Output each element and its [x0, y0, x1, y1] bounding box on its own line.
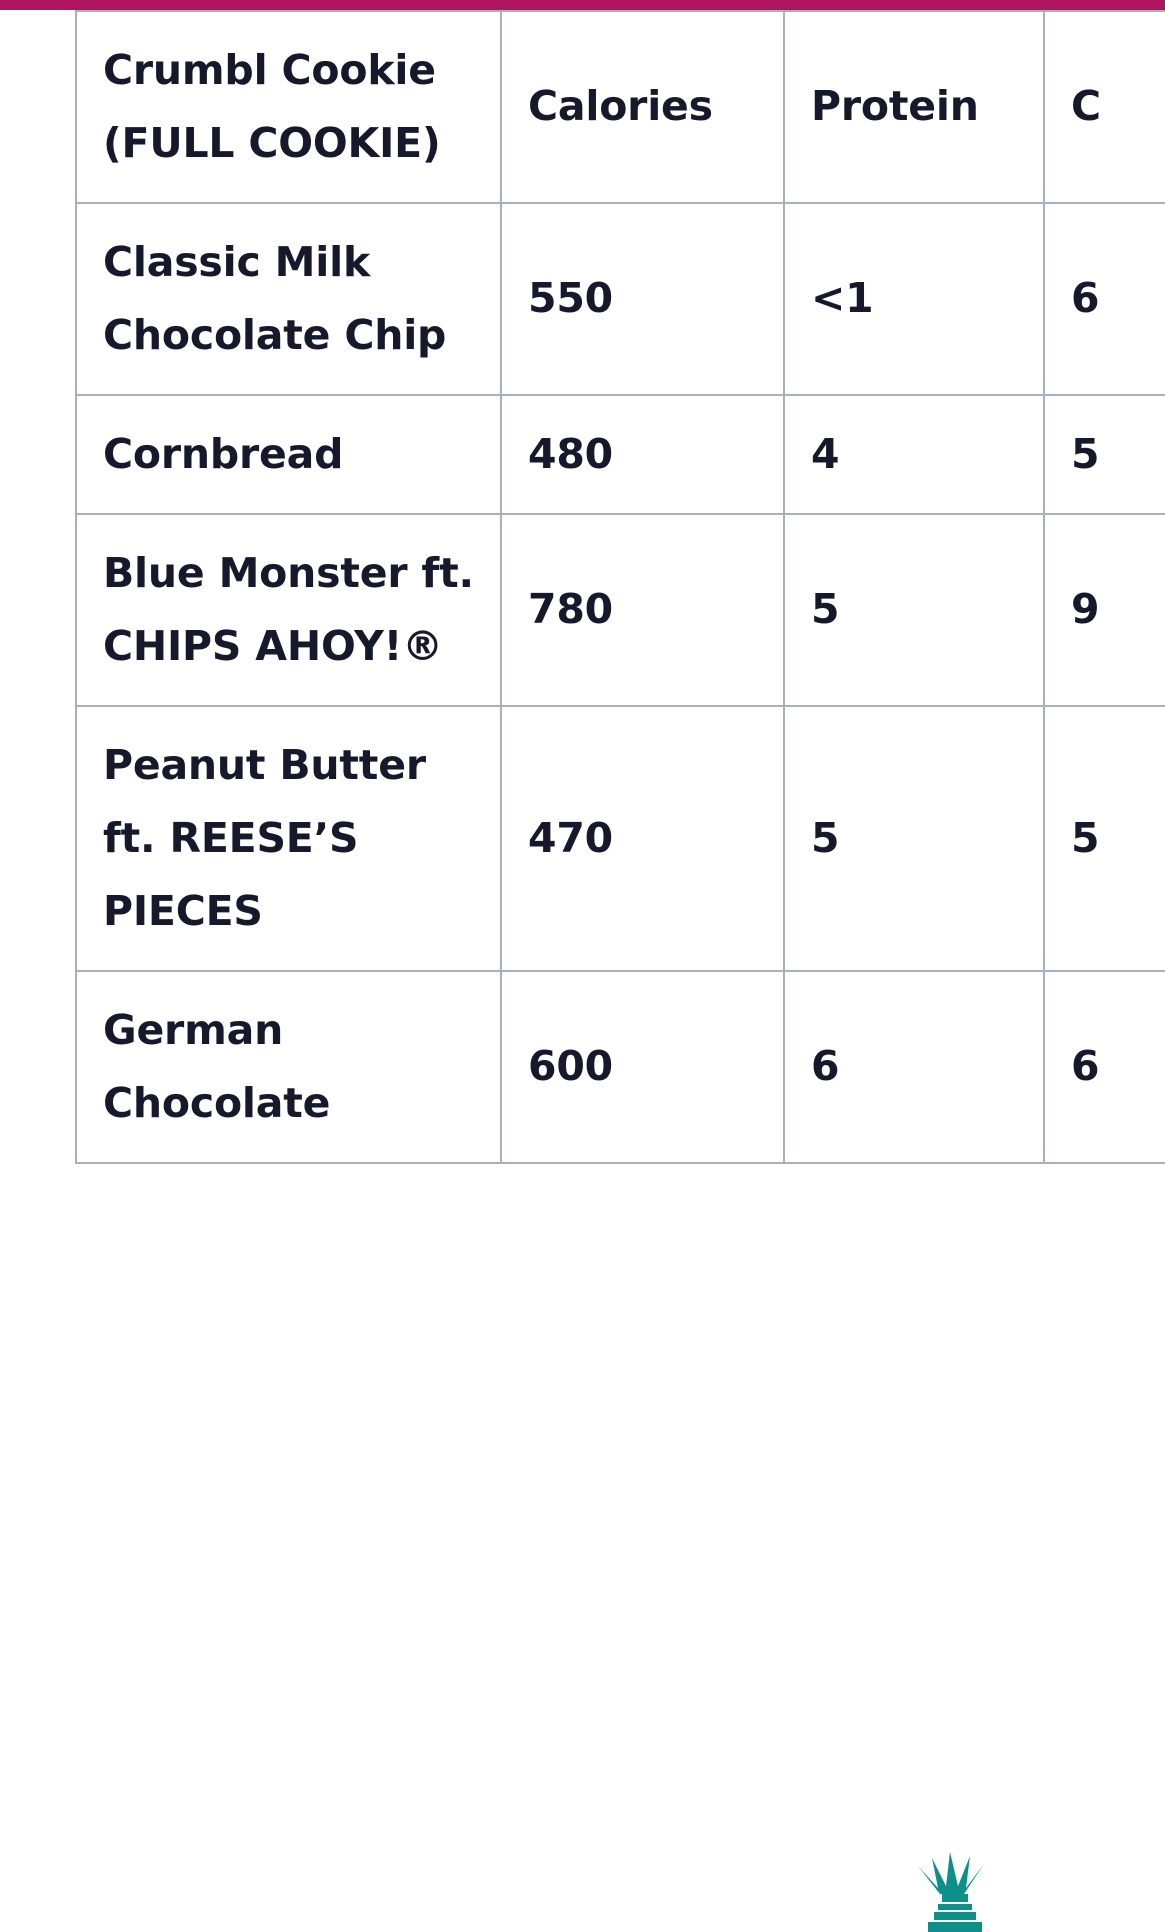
cell-carbs: 5 — [1044, 706, 1165, 971]
cell-calories: 470 — [501, 706, 784, 971]
cell-cookie-name: Peanut Butter ft. REESE’S PIECES — [76, 706, 501, 971]
table-header-row — [76, 11, 1165, 203]
table-row — [76, 395, 1165, 514]
table-row — [76, 514, 1165, 706]
document-page — [0, 10, 1165, 1164]
cell-calories: 480 — [501, 395, 784, 514]
nutrition-table — [75, 10, 1165, 1164]
table-row — [76, 706, 1165, 971]
cell-protein: 5 — [784, 514, 1044, 706]
cell-carbs: 6 — [1044, 971, 1165, 1163]
cell-cookie-name: Cornbread — [76, 395, 501, 514]
cell-carbs: 5 — [1044, 395, 1165, 514]
cell-carbs: 6 — [1044, 203, 1165, 395]
statue-of-liberty-icon — [880, 1832, 1100, 1932]
nutrition-table-container — [75, 10, 1165, 1164]
column-header-calories: Calories — [501, 11, 784, 203]
cell-protein: <1 — [784, 203, 1044, 395]
cell-protein: 4 — [784, 395, 1044, 514]
column-header-carbs: C — [1044, 11, 1165, 203]
accent-top-bar — [0, 0, 1165, 10]
cell-carbs: 9 — [1044, 514, 1165, 706]
cell-calories: 780 — [501, 514, 784, 706]
cell-cookie-name: Blue Monster ft. CHIPS AHOY!® — [76, 514, 501, 706]
cell-calories: 550 — [501, 203, 784, 395]
cell-cookie-name: Classic Milk Chocolate Chip — [76, 203, 501, 395]
table-row — [76, 203, 1165, 395]
cell-calories: 600 — [501, 971, 784, 1163]
cell-cookie-name: German Chocolate — [76, 971, 501, 1163]
table-row — [76, 971, 1165, 1163]
column-header-cookie-name: Crumbl Cookie (FULL COOKIE) — [76, 11, 501, 203]
column-header-protein: Protein — [784, 11, 1044, 203]
cell-protein: 5 — [784, 706, 1044, 971]
cell-protein: 6 — [784, 971, 1044, 1163]
